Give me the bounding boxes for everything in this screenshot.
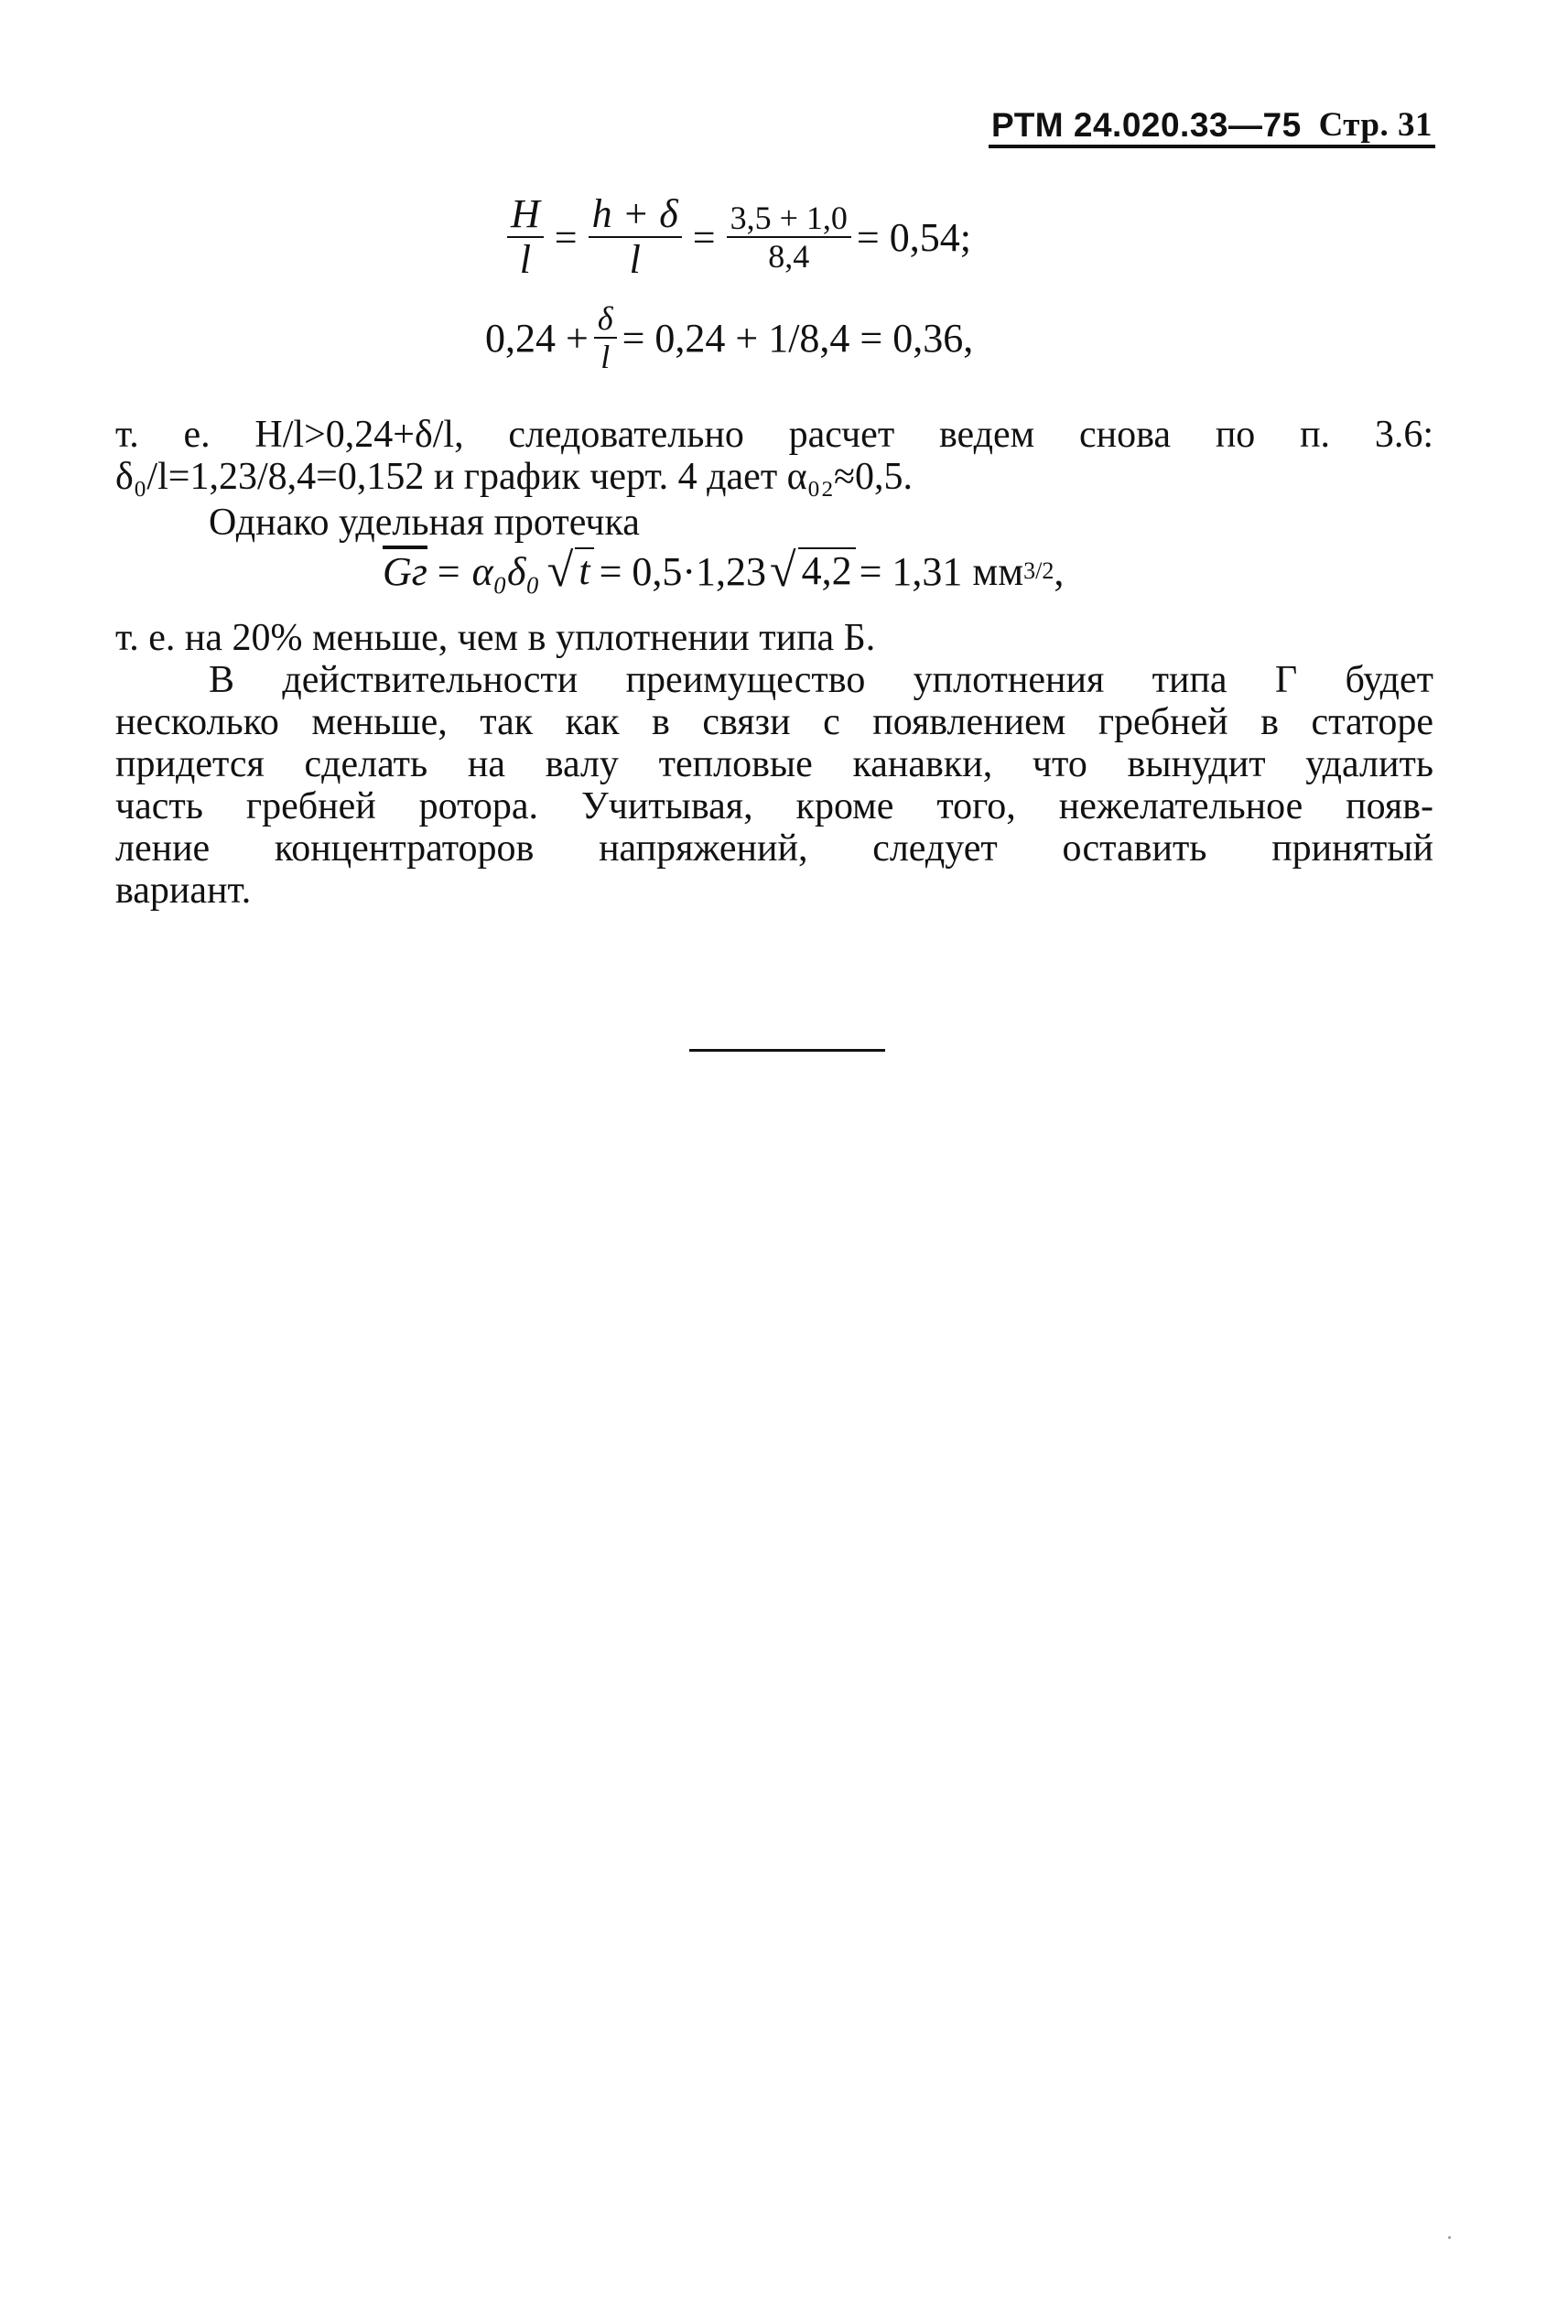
fraction-denominator: l — [519, 237, 531, 282]
equation-result: = 0,54; — [856, 214, 971, 260]
fraction-numerator: 3,5 + 1,0 — [727, 201, 851, 238]
equation-result: = 0,24 + 1/8,4 = 0,36, — [622, 315, 974, 361]
header-rule — [989, 145, 1435, 148]
paragraph-comparison — [115, 414, 1433, 498]
equals-sign: = — [692, 214, 716, 260]
document-code: РТМ 24.020.33—75 — [991, 106, 1302, 144]
text-line: δ₀/l=1,23/8,4=0,152 и график черт. 4 дает α₀₂≈0,5. — [115, 456, 914, 498]
equation-leakage — [383, 547, 1064, 595]
equation-term: = α₀δ₀ — [434, 548, 540, 594]
exponent: 3/2 — [1023, 557, 1054, 584]
fraction-h-plus-delta — [589, 191, 682, 282]
equals-sign: = — [554, 214, 578, 260]
fraction-delta-over-l — [594, 302, 617, 373]
sqrt-t — [547, 547, 594, 595]
text-line: В действительности преимущество уплотнения типа Г будет — [209, 659, 1433, 701]
text-line: Однако удельная протечка — [209, 502, 640, 544]
text-line: вариант. — [115, 870, 252, 912]
radical-icon: √ — [770, 545, 796, 597]
fraction-denominator: l — [600, 339, 611, 375]
fraction-numerator: h + δ — [589, 194, 682, 238]
fraction-numerator: δ — [594, 302, 617, 339]
text-line: т. е. на 20% меньше, чем в уплотнении типа Б. — [115, 617, 876, 659]
equation-sum — [485, 302, 973, 373]
section-end-rule — [689, 1049, 885, 1052]
equation-ratio — [502, 191, 971, 282]
fraction-H-over-l — [507, 191, 544, 282]
paragraph-conclusion — [115, 659, 1433, 912]
text-line: придется сделать на валу тепловые канавки, что вынудит удалить — [115, 743, 1433, 785]
paragraph-leakage-intro — [209, 502, 1399, 544]
equation-term: 0,24 + — [485, 315, 589, 361]
equation-tail: , — [1054, 548, 1065, 594]
sqrt-4-2 — [770, 547, 856, 595]
text-line: несколько меньше, так как в связи с появлением гребней в статоре — [115, 701, 1433, 743]
page-header — [991, 93, 1433, 145]
text-line: т. е. H/l>0,24+δ/l, следовательно расчет ведем снова по п. 3.6: — [115, 414, 1433, 456]
fraction-denominator: l — [629, 237, 641, 282]
scan-speck — [1448, 2236, 1451, 2239]
fraction-numeric — [727, 201, 851, 273]
text-line: часть гребней ротора. Учитывая, кроме того, нежелательное появ- — [115, 785, 1433, 827]
equation-result: = 1,31 мм — [859, 548, 1024, 594]
equation-term: = 0,5·1,23 — [599, 548, 767, 594]
fraction-numerator: H — [507, 194, 544, 238]
leakage-symbol: Gг — [383, 548, 427, 594]
fraction-denominator: 8,4 — [768, 238, 810, 275]
radical-icon: √ — [546, 545, 574, 597]
radicand: t — [575, 547, 593, 593]
text-line: ление концентраторов напряжений, следует оставить принятый — [115, 827, 1433, 870]
radicand: 4,2 — [798, 547, 856, 593]
paragraph-result — [115, 617, 1433, 659]
page-number: Стр. 31 — [1318, 106, 1433, 144]
